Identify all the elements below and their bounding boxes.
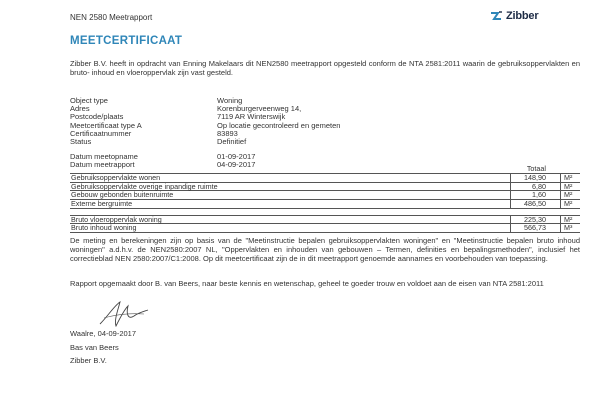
- zibber-logo-icon: [490, 11, 503, 21]
- table-row: [70, 224, 580, 233]
- row-value: 566,73: [524, 223, 546, 233]
- info-value: 83893: [217, 128, 238, 138]
- info-label: Certificaatnummer: [70, 128, 132, 138]
- row-value: 486,50: [524, 199, 546, 209]
- info-value: Korenburgerveenweg 14,: [217, 104, 302, 114]
- signature-image: [94, 298, 154, 330]
- info-row: [70, 130, 340, 138]
- row-label: Externe bergruimte: [71, 199, 133, 209]
- table-header: [70, 164, 580, 173]
- place-date: Waalre, 04-09-2017: [70, 329, 137, 338]
- row-value: 1,60: [532, 190, 546, 200]
- info-label: Status: [70, 137, 92, 147]
- date-value: 04-09-2017: [217, 160, 256, 170]
- row-unit: M²: [560, 216, 572, 224]
- page-title: MEETCERTIFICAAT: [70, 35, 183, 47]
- zibber-logo: [490, 10, 538, 22]
- table-row: [70, 200, 580, 209]
- row-unit: M²: [560, 183, 572, 191]
- table-row: [70, 215, 580, 225]
- info-label: Object type: [70, 96, 108, 105]
- info-label: Meetcertificaat type A: [70, 120, 142, 130]
- row-label: Gebouw gebonden buitenruimte: [71, 190, 174, 200]
- methodology-paragraph: De meting en berekeningen zijn op basis van de "Meetinstructie bepalen gebruiksoppervlakten woningen" en "Meetinstructie bepalen bruto inhoud woningen" a.d.h.v. de NEN2580:2007 NL, "Oppervlakten en inhouden van gebouwen – Termen, definities en bepalingsmethoden", inclusief het correctieblad NEN 2580:2007/C1:2008. Op dit meetcertificaat zijn de in dit meetrapport genoemde aannames en voorbehouden van toepassing.: [70, 236, 580, 263]
- row-unit: M²: [560, 200, 572, 208]
- info-row: [70, 138, 340, 146]
- row-unit: M²: [560, 191, 572, 199]
- row-label: Bruto vloeroppervlak woning: [71, 214, 162, 224]
- row-label: Gebruiksoppervlakte wonen: [71, 173, 161, 182]
- row-value: 225,30: [524, 214, 546, 224]
- info-label: Adres: [70, 104, 90, 114]
- object-info: [70, 97, 340, 170]
- total-column-header: Totaal: [526, 164, 546, 173]
- row-value: 6,80: [532, 181, 546, 191]
- document-label: NEN 2580 Meetrapport: [70, 13, 153, 22]
- date-value: 01-09-2017: [217, 152, 256, 162]
- row-label: Gebruiksoppervlakte overige inpandige ruimte: [71, 181, 218, 191]
- date-label: Datum meetrapport: [70, 160, 135, 170]
- info-label: Postcode/plaats: [70, 112, 124, 122]
- signer-name: Bas van Beers: [70, 343, 119, 352]
- info-value: Op locatie gecontroleerd en gemeten: [217, 120, 341, 130]
- logo-text: Zibber: [506, 10, 539, 22]
- company-name: Zibber B.V.: [70, 356, 107, 365]
- measurement-table: [70, 164, 580, 233]
- row-value: 148,90: [524, 173, 546, 182]
- row-unit: M³: [560, 224, 572, 232]
- row-unit: M²: [560, 174, 572, 182]
- info-value: 7119 AR Winterswijk: [217, 112, 286, 122]
- table-row: [70, 191, 580, 200]
- intro-paragraph: Zibber B.V. heeft in opdracht van Enning Makelaars dit NEN2580 meetrapport opgesteld conform de NTA 2581:2011 waarin de gebruiksoppervlakten en bruto- inhoud en vloeroppervlak zijn vast gesteld.: [70, 59, 580, 78]
- report-statement-paragraph: Rapport opgemaakt door B. van Beers, naar beste kennis en wetenschap, geheel te goeder trouw en voldoet aan de eisen van NTA 2581:2011: [70, 279, 544, 288]
- info-value: Woning: [217, 96, 243, 105]
- date-label: Datum meetopname: [70, 152, 138, 162]
- info-value: Definitief: [217, 137, 247, 147]
- row-label: Bruto inhoud woning: [71, 223, 137, 233]
